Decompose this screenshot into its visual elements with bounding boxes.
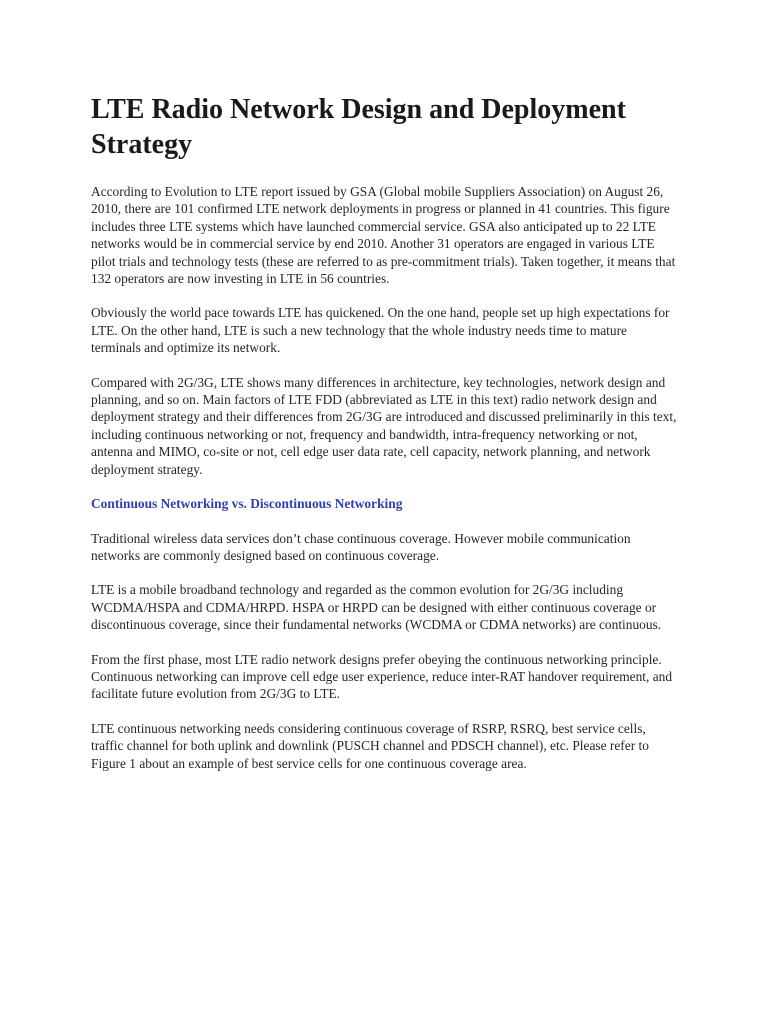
paragraph-section-1: Traditional wireless data services don’t chase continuous coverage. However mobile communication networks are commonly designed based on continuous coverage. <box>91 530 631 563</box>
document-page <box>91 92 677 789</box>
paragraph-section-2: LTE is a mobile broadband technology and regarded as the common evolution for 2G/3G including WCDMA/HSPA and CDMA/HRPD. HSPA or HRPD can be designed with either continuous coverage or discontinuous coverage, since their fundamental networks (WCDMA or CDMA networks) are continuous. <box>91 582 662 633</box>
paragraph-intro-3: Compared with 2G/3G, LTE shows many differences in architecture, key technologies, network design and planning, and so on. Main factors of LTE FDD (abbreviated as LTE in this text) radio network design and deployment strategy and their differences from 2G/3G are introduced and discussed preliminarily in this text, including continuous networking or not, frequency and bandwidth, intra-frequency networking or not, antenna and MIMO, co-site or not, cell edge user data rate, cell capacity, network planning, and network deployment strategy. <box>91 374 677 477</box>
document-title: LTE Radio Network Design and Deployment Strategy <box>91 94 626 160</box>
paragraph-section-3: From the first phase, most LTE radio network designs prefer obeying the continuous networking principle. Continuous networking can improve cell edge user experience, reduce inter-RAT handover requirement, and facilitate future evolution from 2G/3G to LTE. <box>91 651 673 702</box>
paragraph-section-4: LTE continuous networking needs considering continuous coverage of RSRP, RSRQ, best service cells, traffic channel for both uplink and downlink (PUSCH channel and PDSCH channel), etc. Please refer to Figure 1 about an example of best service cells for one continuous coverage area. <box>91 720 649 771</box>
section-heading-continuous-networking[interactable]: Continuous Networking vs. Discontinuous Networking <box>91 496 403 512</box>
paragraph-intro-1: According to Evolution to LTE report issued by GSA (Global mobile Suppliers Association) on August 26, 2010, there are 101 confirmed LTE network deployments in progress or planned in 41 countries. This figure includes three LTE systems which have launched commercial service. GSA also anticipated up to 22 LTE networks would be in commercial service by end 2010. Another 31 operators are engaged in various LTE pilot trials and technology tests (these are referred to as pre-commitment trials). Taken together, it means that 132 operators are now investing in LTE in 56 countries. <box>91 184 676 287</box>
paragraph-intro-2: Obviously the world pace towards LTE has quickened. On the one hand, people set up high expectations for LTE. On the other hand, LTE is such a new technology that the whole industry needs time to mature terminals and optimize its network. <box>91 305 670 356</box>
